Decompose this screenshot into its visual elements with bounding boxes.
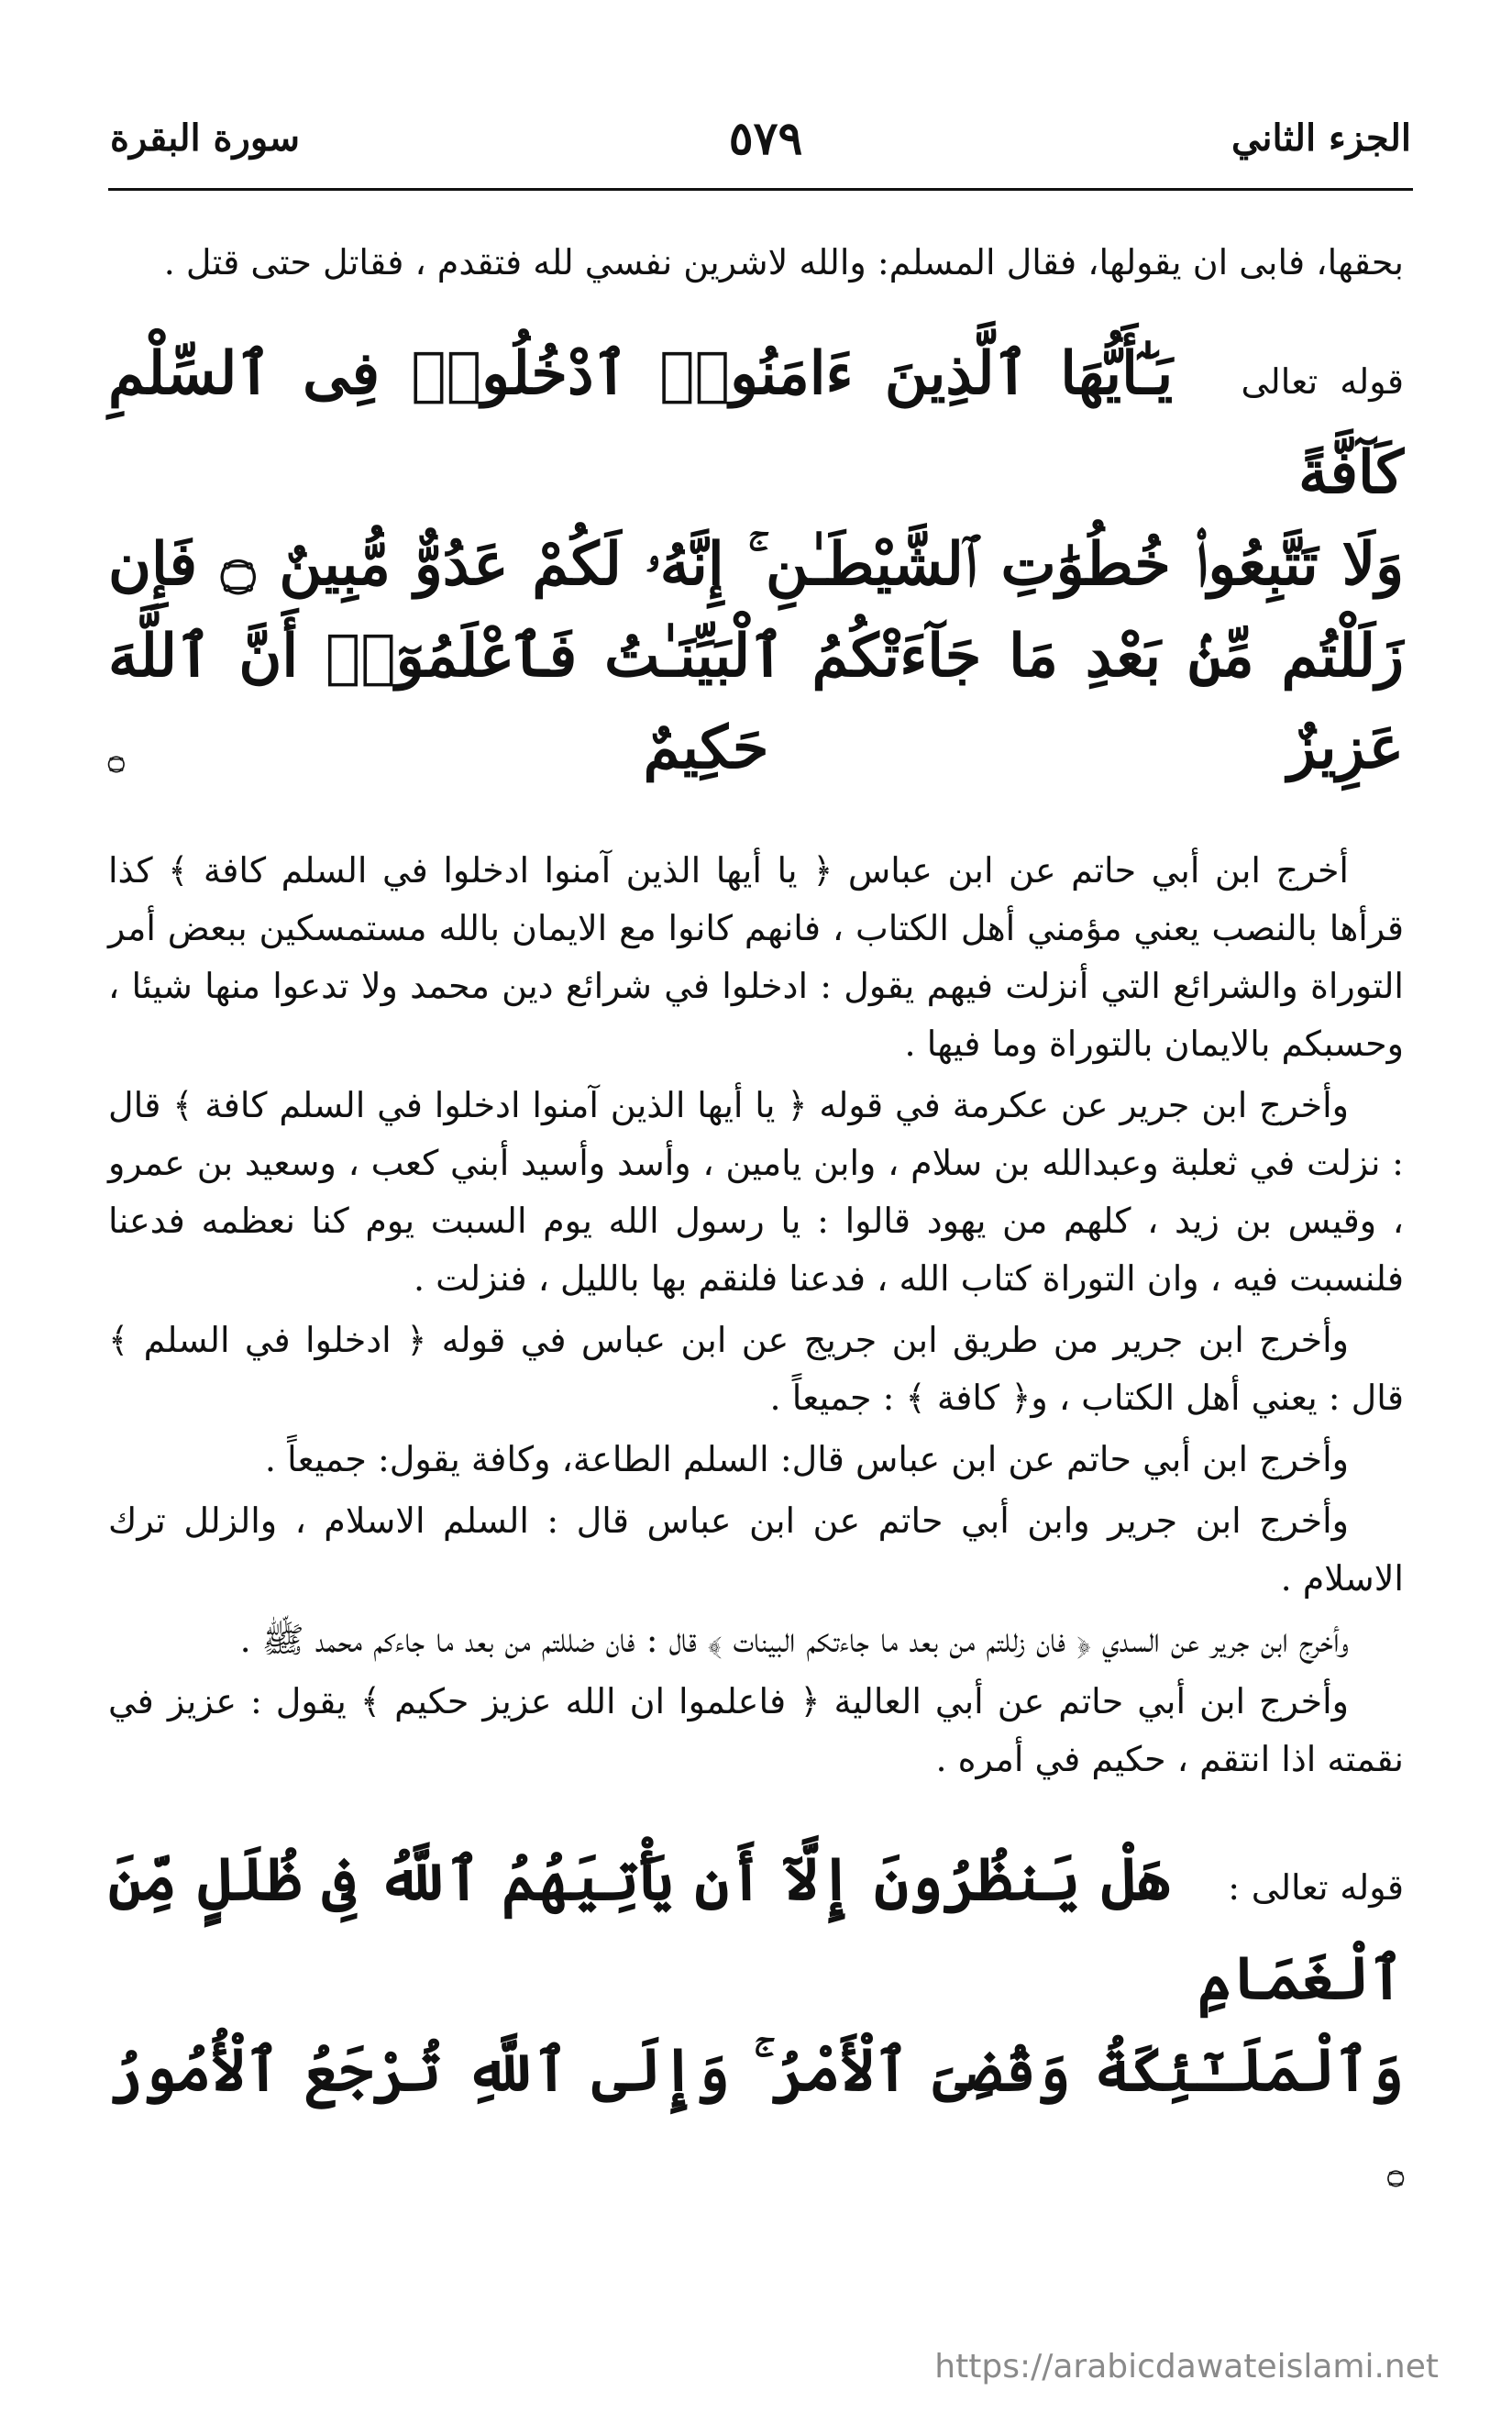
- paragraph-6: وأخرج ابن جرير عن السدي ﴿ فان زللتم من بعد ما جاءتكم البينات ﴾ قال : فان ضللتم من بعد ما جاءكم محمد ﷺ .: [239, 1620, 1349, 1660]
- surah-title: سورة البقرة: [110, 116, 301, 160]
- verse2-line-1: [108, 1834, 1404, 2025]
- verse1-lead: قوله تعالى: [1241, 361, 1404, 402]
- paragraph-5: وأخرج ابن جرير وابن أبي حاتم عن ابن عباس قال : السلم الاسلام ، والزلل ترك الاسلام .: [108, 1500, 1404, 1599]
- paragraph-3: وأخرج ابن جرير من طريق ابن جريج عن ابن عباس في قوله ﴿ ادخلوا في السلم ﴾ قال : يعني أهل الكتاب ، و﴿ كافة ﴾ : جميعاً .: [108, 1320, 1404, 1418]
- paragraph-2: وأخرج ابن جرير عن عكرمة في قوله ﴿ يا أيها الذين آمنوا ادخلوا في السلم كافة ﴾ قال : نزلت في ثعلبة وعبدالله بن سلام ، وابن يامين ، وأسد وأسيد أبني كعب ، وسعيد بن عمرو ، وقيس بن زيد ، كلهم من يهود قالوا : يا رسول الله يوم السبت يوم كنا نعظمه فدعنا فلنسبت فيه ، وان التوراة كتاب الله ، فدعنا فلنقم بها بالليل ، فنزلت .: [108, 1085, 1404, 1299]
- verse1-line-3: [108, 611, 1404, 805]
- verse1-text-3: زَلَلْتُم مِّنۢ بَعْدِ مَا جَآءَتْكُمُ ٱلْبَيِّنَـٰتُ فَٱعْلَمُوٓا۟ أَنَّ ٱللَّهَ عَزِيزٌ حَكِيمٌ: [108, 622, 1405, 782]
- page-body: [108, 234, 1404, 2219]
- paragraph-4: وأخرج ابن أبي حاتم عن ابن عباس قال: السلم الطاعة، وكافة يقول: جميعاً .: [264, 1439, 1349, 1479]
- verse1-line-2: وَلَا تَتَّبِعُوا۟ خُطُوَٰتِ ٱلشَّيْطَـٰنِ ۚ إِنَّهُۥ لَكُمْ عَدُوٌّ مُّبِينٌ ۝ فَإِن: [108, 530, 1405, 599]
- verse2-text-2: وَٱلْمَلَـٰٓئِكَةُ وَقُضِىَ ٱلْأَمْرُ ۚ وَإِلَى ٱللَّهِ تُرْجَعُ ٱلْأُمُورُ: [108, 2036, 1404, 2105]
- quran-verse-1: [108, 328, 1404, 805]
- paragraph-7: وأخرج ابن أبي حاتم عن أبي العالية ﴿ فاعلموا ان الله عزيز حكيم ﴾ يقول : عزيز في نقمته اذا انتقم ، حكيم في أمره .: [108, 1681, 1404, 1779]
- verse1-text-1: يَـٰٓأَيُّهَا ٱلَّذِينَ ءَامَنُوا۟ ٱدْخُلُوا۟ فِى ٱلسِّلْمِ كَآفَّةً: [108, 339, 1404, 507]
- watermark-url: https://arabicdawateislami.net: [934, 2348, 1439, 2385]
- paragraph-1: أخرج ابن أبي حاتم عن ابن عباس ﴿ يا أيها الذين آمنوا ادخلوا في السلم كافة ﴾ كذا قرأها بالنصب يعني مؤمني أهل الكتاب ، فانهم كانوا مع الايمان بالله مستمسكين ببعض أمر التوراة والشرائع التي أنزلت فيهم يقول : ادخلوا في شرائع دين محمد ولا تدعوا منها شيئا ، وحسبكم بالايمان بالتوراة وما فيها .: [108, 850, 1404, 1064]
- page-number: ٥٧٩: [728, 110, 803, 165]
- quran-verse-2: [108, 1834, 1404, 2219]
- verse1-line-1: [108, 328, 1404, 519]
- intro-line: بحقها، فابى ان يقولها، فقال المسلم: والله لاشرين نفسي لله فتقدم ، فقاتل حتى قتل .: [163, 242, 1404, 282]
- part-title: الجزء الثاني: [1231, 116, 1411, 160]
- page-header: [110, 101, 1411, 174]
- header-rule: [108, 188, 1413, 191]
- verse-end-icon: ۝: [108, 743, 125, 775]
- verse-end-icon: ۝: [1387, 2157, 1404, 2189]
- verse2-line-2: [108, 2025, 1404, 2219]
- verse2-text-1: هَلْ يَنظُرُونَ إِلَّآ أَن يَأْتِيَهُمُ ٱللَّهُ فِى ظُلَلٍ مِّنَ ٱلْغَمَامِ: [108, 1845, 1404, 2013]
- verse2-lead: قوله تعالى :: [1228, 1867, 1405, 1908]
